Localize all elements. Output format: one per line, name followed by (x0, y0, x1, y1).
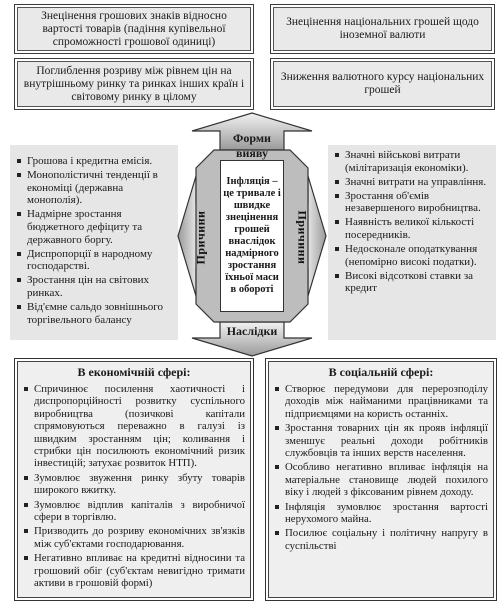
social-item: Особливо негативно впливає інфляція на матеріальне становище людей похилого віку і людей з фіксованим рівнем доходу. (274, 461, 488, 498)
cause-left-item: Надмірне зростання бюджетного дефіциту та державного боргу. (16, 208, 172, 246)
consequences-label: Наслідки (226, 324, 278, 338)
center-text: Інфляція – це тривале і швидке знецінення грошей внаслідок надмірного зростання їхньої маси в обороті (223, 176, 281, 295)
center-definition (220, 160, 284, 312)
economic-item: Спричинює посилення хаотичності і диспропорційності розвитку суспільного виробництва (позичкові капітали спрямовуються переважно в галузі із швидким зростанням цін; коливання і стрибки цін посилюють економічний ризик інвестицій; затухає розвиток НТП). (23, 383, 245, 470)
cause-right-item: Недосконале оподаткування (непомірно високі податки). (334, 243, 490, 268)
economic-sphere-box (14, 358, 254, 601)
social-item: Зростання товарних цін як прояв інфляції зменшує реальні доходи робітників службовців та інших верств населення. (274, 422, 488, 459)
cause-left-item: Диспропорції в народному господарстві. (16, 248, 172, 273)
cause-left-item: Монополістичні тенденції в економіці (державна монополія). (16, 169, 172, 207)
social-item: Створює передумови для перерозподілу доходів між найманими працівниками та підприємцями на користь останніх. (274, 383, 488, 420)
cause-right-item: Наявність великої кількості посередників. (334, 216, 490, 241)
cause-right-item: Значні військові витрати (мілітаризація економіки). (334, 149, 490, 174)
economic-item: Зумовлює звуження ринку збуту товарів широкого вжитку. (23, 472, 245, 497)
causes-right-label: Причини (295, 210, 310, 265)
forms-label: Форми вияву (233, 131, 271, 160)
economic-item: Зумовлює відплив капіталів з виробничої сфери в торгівлю. (23, 499, 245, 524)
form-text-3: Поглиблення розриву між рівнем цін на внутрішньому ринку та ринках інших країн і світовому ринку в цілому (23, 64, 245, 103)
social-list (274, 383, 488, 552)
social-item: Інфляція зумовлює зростання вартості нерухомого майна. (274, 501, 488, 526)
cause-right-item: Високі відсоткові ставки за кредит (334, 270, 490, 295)
economic-list (23, 383, 245, 590)
form-text-2: Знецінення національних грошей щодо іноземної валюти (286, 16, 479, 41)
form-text-1: Знецінення грошових знаків відносно вартості товарів (падіння купівельної спроможності грошової одиниці) (41, 9, 227, 48)
economic-item: Призводить до розриву економічних зв'язків між суб'єктами господарювання. (23, 525, 245, 550)
economic-item: Негативно впливає на кредитні відносини та грошовий обіг (суб'єктам невигідно тримати активи в грошовій формі) (23, 552, 245, 589)
form-text-4: Зниження валютного курсу національних грошей (280, 71, 485, 96)
cause-left-item: Грошова і кредитна емісія. (16, 155, 172, 168)
causes-left-label: Причини (193, 210, 208, 265)
cause-right-item: Зростання об'ємів незавершеного виробництва. (334, 190, 490, 215)
social-sphere-box (265, 358, 497, 601)
social-title: В соціальній сфері: (328, 365, 434, 379)
economic-title: В економічній сфері: (77, 365, 191, 379)
cause-right-item: Значні витрати на управління. (334, 176, 490, 189)
cause-left-item: Зростання цін на світових ринках. (16, 274, 172, 299)
cause-left-item: Від'ємне сальдо зовнішнього торгівельного балансу (16, 301, 172, 326)
social-item: Посилює соціальну і політичну напругу в суспільстві (274, 527, 488, 552)
